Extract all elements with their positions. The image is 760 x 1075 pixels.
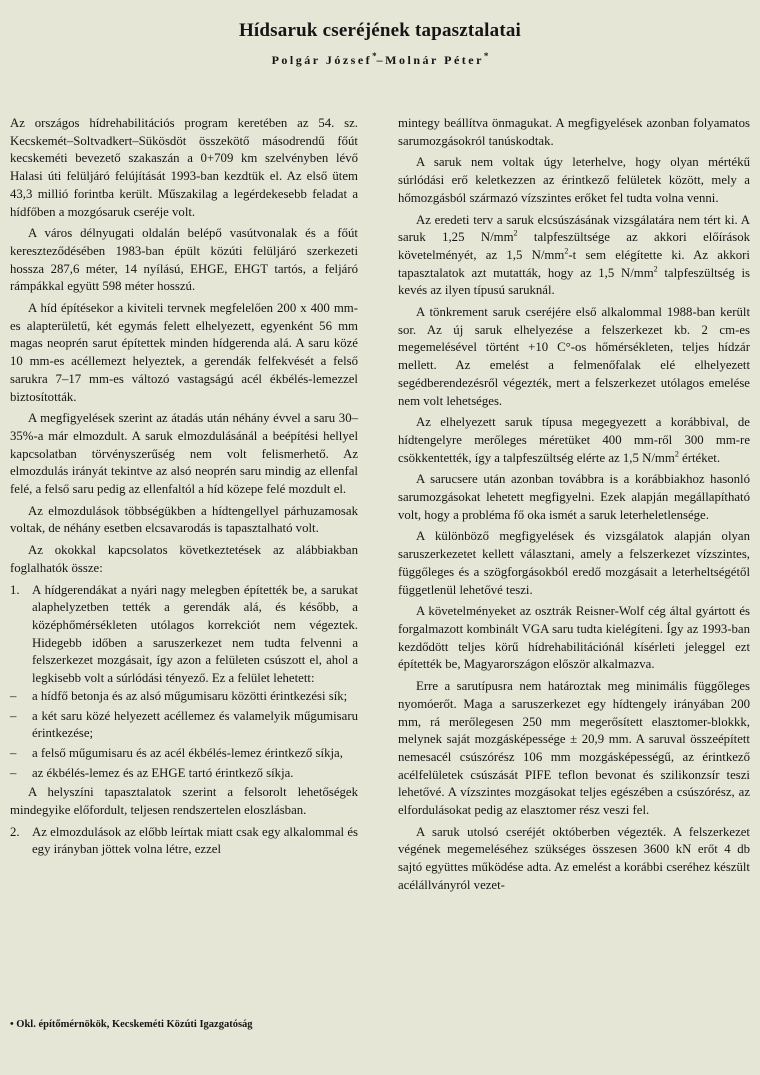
paragraph: A saruk nem voltak úgy leterhelve, hogy olyan mértékű súrlódási erő keletkezzen az érintkező felületek között, mely a hőmozgásból származó vízszintes erőket fel tudta volna venni. [398, 155, 750, 205]
text-run: Az elhelyezett saruk típusa megegyezett a korábbival, de hídtengelyre merőleges méretüket 400 mm-ről 300 mm-re csökkentették, így a talpfeszültség elérte az 1,5 N/mm [398, 415, 750, 465]
text-run: talpfeszültség is kevés az ilyen típusú saruknál. [398, 265, 750, 298]
paragraph: A helyszíni tapasztalatok szerint a felsorolt lehetőségek mindegyike előfordult, teljesen rendszertelen eloszlásban. [10, 785, 358, 818]
author-2-mark: * [483, 51, 489, 61]
dash-item [10, 765, 358, 783]
list-text: Az elmozdulások az előbb leírtak miatt csak egy alkalommal és egy irányban jöttek volna létre, ezzel [32, 824, 358, 857]
dash-text: a hídfő betonja és az alsó műgumisaru közötti érintkezési sík; [32, 688, 348, 703]
paragraph: mintegy beállítva önmagukat. A megfigyelések azonban folyamatos sarumozgásokról tanúskodtak. [398, 116, 750, 148]
dash-marker: – [10, 708, 17, 723]
dash-text: a felső műgumisaru és az acél ékbélés-lemez érintkező síkja, [32, 745, 343, 760]
text-run: értéket. [678, 450, 721, 465]
numbered-item [10, 824, 358, 859]
right-column [398, 115, 750, 899]
page-title: Hídsaruk cseréjének tapasztalatai [238, 20, 522, 41]
dash-item [10, 708, 358, 743]
paragraph: A tönkrement saruk cseréjére első alkalommal 1988-ban került sor. Az új saruk elhelyezése a felszerkezet kb. 2 cm-es megemelésével történt +10 C°-os hőmérsékleten, teljes hídzár mellett. Az emelést a felmenőfalak elé elhelyezett segédberendezésről végezték, mert a felszerkezet utólagos emelése nem volt lehetséges. [398, 305, 750, 408]
paragraph [398, 414, 750, 467]
numbered-item [10, 582, 358, 688]
list-text: A hídgerendákat a nyári nagy melegben építették be, a sarukat alaphelyzetben tették a gerendák alá, és később, a középhőmérsékleten utólagos korrekciót nem végeztek. Hidegebb időben a saruszerkezet nem tudta felvenni a felszerkezet mozgásait, így azon a felületen csúszott el, ahol a legkisebb volt a súrlódási tényező. Ez a felület lehetett: [32, 582, 358, 686]
paragraph: A követelményeket az osztrák Reisner-Wolf cég által gyártott és forgalmazott kombinált VGA saru tudta kielégíteni. Így az 1993-ban kezdődött teljes körű hídrehabilitációnál kísérleti jeleggel ezt építették be, Magyarországon először alkalmazva. [398, 604, 750, 672]
list-marker: 2. [10, 824, 20, 839]
paragraph: A saruk utolsó cseréjét októberben végezték. A felszerkezet végének megemeléséhez szükséges összesen 3600 kN erőt 4 db sajtó együttes működése adta. Az emelést a korábbi cseréhez készült acélállványról vezet- [398, 824, 750, 892]
paragraph: Az okokkal kapcsolatos következtetések az alábbiakban foglalhatók össze: [10, 543, 358, 575]
list-marker: 1. [10, 582, 20, 597]
paragraph: A megfigyelések szerint az átadás után néhány évvel a saru 30–35%-a már elmozdult. A saruk elmozdulásánál a beépítési hellyel kapcsolatban törvényszerűség nem volt felismerhető. Az elmozdulás irányát tekintve az alsó neoprén saru mindig az ellenfal felé, a felső saru pedig az ellenfaltól a híd közepe felé mozdult el. [10, 411, 358, 497]
footnote: • Okl. építőmérnökök, Kecskeméti Közúti Igazgatóság [10, 1019, 253, 1030]
text-run: talpfeszültsége az akkori előírások követelményét, az 1,5 N/mm [398, 230, 750, 262]
paragraph [398, 212, 750, 301]
paragraph: A híd építésekor a kiviteli tervnek megfelelően 200 x 400 mm-es alapterületű, két egymás felett elhelyezett, egyenként 56 mm magas neoprén sarut építettek minden hídgerenda alá. A saru közé 10 mm-es acéllemezt helyeztek, a gerendák felfekvését a felső sarukra 7–17 mm-es változó vastagságú acél ékbélés-lemezzel biztosították. [10, 301, 358, 404]
paragraph: Erre a sarutípusra nem határoztak meg minimális függőleges nyomóerőt. Maga a saruszerkezet egy hídtengely irányában 200 mm, rá merőlegesen 250 mm megerősített elasztomer-blokkk, melynek saját mozgásképessége ± 20,9 mm. A saruval összeépített nemesacél csúszórész 106 mm mozgásképességű, az érintkező acélfelületek csúszását PIFE teflon bevonat és szilikonzsír teszi lehetővé. A vízszintes mozgásokat teljes egészében a csúszórész, az elfordulásokat pedig az elasztomer rész veszi fel. [398, 679, 750, 818]
text-run: Az eredeti terv a saruk elcsúszásának vizsgálatára nem tért ki. A saruk 1,25 N/mm [398, 212, 750, 245]
dash-marker: – [10, 745, 17, 760]
left-column [10, 115, 358, 859]
superscript: 2 [513, 228, 518, 238]
paragraph: A város délnyugati oldalán belépő vasútvonalak és a főút kereszteződésében 1983-ban épült közúti felüljáró szerkezeti hossza 287,6 méter, 14 nyílású, EHGE, EHGT tartós, a feljáró rámpákkal együtt 598 méter hosszú. [10, 226, 358, 294]
paragraph: Az országos hídrehabilitációs program keretében az 54. sz. Kecskemét–Soltvadkert–Sükösdöt összekötő másodrendű főút kecskeméti bevezető szakaszán a 0+709 km szelvényben lévő Halasi úti felüljáró felújítását 1993-ban kezdtük el. Az első ütem 43,3 millió forintba került. Műszakilag a legérdekesebb feladat a hídfőben a mozgósaruk cseréje volt. [10, 116, 358, 219]
paragraph: A sarucsere után azonban továbbra is a korábbiakhoz hasonló sarumozgásokat lehetett megfigyelni. Ezek alapján megállapítható volt, hogy a probléma fő oka ismét a saruk leterheletlensége. [398, 472, 750, 522]
dash-item [10, 688, 358, 706]
paragraph: A különböző megfigyelések és vizsgálatok alapján olyan saruszerkezetet kellett választani, amely a felszerkezet vízszintes, függőleges és a szögforgásokból eredő mozgásait a leterheltségétől függetlenül lehetővé teszi. [398, 529, 750, 597]
dash-marker: – [10, 765, 17, 780]
author-2: Molnár Péter [385, 53, 484, 67]
dash-marker: – [10, 688, 17, 703]
author-separator: – [376, 53, 386, 67]
dash-text: az ékbélés-lemez és az EHGE tartó érintkező síkja. [32, 765, 294, 780]
author-1: Polgár József [271, 53, 373, 67]
superscript: 2 [564, 246, 569, 256]
text-run: -t sem elégítette ki. Az akkori tapasztalatok azt mutatták, hogy az 1,5 N/mm [398, 247, 750, 280]
authors-line [0, 53, 760, 68]
dash-item [10, 745, 358, 763]
superscript: 2 [674, 449, 679, 459]
author-1-mark: * [372, 51, 377, 61]
dash-text: a két saru közé helyezett acéllemez és valamelyik műgumisaru érintkezése; [32, 708, 358, 741]
superscript: 2 [653, 264, 658, 274]
paragraph: Az elmozdulások többségükben a hídtengellyel párhuzamosak voltak, de néhány esetben elcsavarodás is tapasztalható volt. [10, 503, 358, 536]
